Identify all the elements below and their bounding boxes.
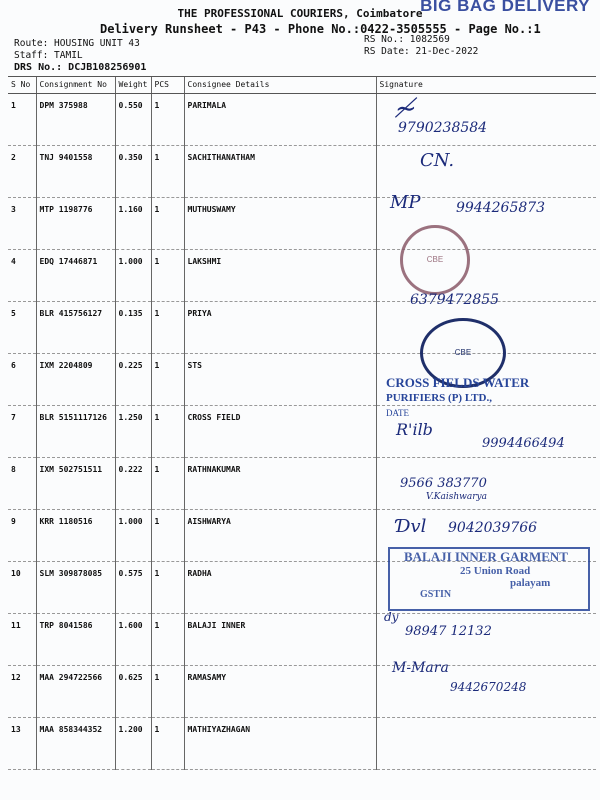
cell-consignment: SLM 309878085: [36, 562, 115, 614]
cell-consignee: LAKSHMI: [184, 250, 376, 302]
cell-consignee: PRIYA: [184, 302, 376, 354]
signature-scribble-10: Ɗvl: [396, 516, 427, 537]
handwritten-name-9: V.Kaishwarya: [426, 492, 487, 502]
cell-consignment: IXM 2204809: [36, 354, 115, 406]
seal-stamp-1: CBE: [400, 225, 470, 295]
table-row: [8, 458, 596, 510]
col-header-sno: S No: [8, 77, 36, 94]
cell-pcs: 1: [151, 250, 184, 302]
cell-signature: [376, 718, 596, 770]
runsheet-subtitle: Delivery Runsheet - P43 - Phone No.:0422-3505555 - Page No.:1: [100, 22, 541, 36]
cell-weight: 0.225: [115, 354, 151, 406]
cell-signature: [376, 146, 596, 198]
cell-consignment: TNJ 9401558: [36, 146, 115, 198]
handwritten-phone-10: 9042039766: [448, 520, 538, 536]
cell-weight: 1.250: [115, 406, 151, 458]
signature-scribble-12: dy: [384, 610, 399, 624]
cell-sno: 13: [8, 718, 36, 770]
cell-weight: 0.550: [115, 94, 151, 146]
cell-weight: 1.160: [115, 198, 151, 250]
cell-consignee: CROSS FIELD: [184, 406, 376, 458]
cell-weight: 1.000: [115, 510, 151, 562]
cell-sno: 12: [8, 666, 36, 718]
cell-sno: 11: [8, 614, 36, 666]
stamp-line-1: CROSS FIELDS WATER: [386, 375, 530, 390]
cell-consignee: MUTHUSWAMY: [184, 198, 376, 250]
cell-pcs: 1: [151, 354, 184, 406]
cell-pcs: 1: [151, 614, 184, 666]
cell-weight: 0.575: [115, 562, 151, 614]
cell-sno: 5: [8, 302, 36, 354]
cell-consignee: MATHIYAZHAGAN: [184, 718, 376, 770]
cell-pcs: 1: [151, 198, 184, 250]
cell-sno: 10: [8, 562, 36, 614]
cell-consignee: PARIMALA: [184, 94, 376, 146]
cell-consignment: BLR 415756127: [36, 302, 115, 354]
cell-sno: 2: [8, 146, 36, 198]
cell-pcs: 1: [151, 510, 184, 562]
table-row: [8, 250, 596, 302]
handwritten-phone-8: 9994466494: [482, 436, 565, 451]
cell-consignee: AISHWARYA: [184, 510, 376, 562]
garment-stamp-line-1: BALAJI INNER GARMENT: [404, 549, 568, 564]
col-header-signature: Signature: [376, 77, 596, 94]
cell-sno: 6: [8, 354, 36, 406]
big-bag-delivery-stamp: BIG BAG DELIVERY: [420, 0, 590, 15]
cell-sno: 9: [8, 510, 36, 562]
cell-consignee: RATHNAKUMAR: [184, 458, 376, 510]
cell-pcs: 1: [151, 146, 184, 198]
rs-number: RS No.: 1082569: [364, 34, 450, 45]
staff-label: Staff: TAMIL: [14, 50, 83, 61]
table-row: [8, 146, 596, 198]
table-header-row: [8, 77, 596, 94]
cell-sno: 7: [8, 406, 36, 458]
cell-consignee: RADHA: [184, 562, 376, 614]
cell-consignee: BALAJI INNER: [184, 614, 376, 666]
cell-consignment: DPM 375988: [36, 94, 115, 146]
cell-sno: 8: [8, 458, 36, 510]
col-header-weight: Weight: [115, 77, 151, 94]
signature-scribble-1: ≁: [395, 94, 417, 124]
cell-pcs: 1: [151, 562, 184, 614]
table-row: [8, 94, 596, 146]
cell-sno: 1: [8, 94, 36, 146]
cell-sno: 3: [8, 198, 36, 250]
garment-stamp-gstin: GSTIN: [420, 589, 452, 600]
handwritten-sign-2: CN.: [420, 150, 455, 171]
garment-stamp-line-2: 25 Union Road: [460, 565, 531, 577]
handwritten-phone-13: 9442670248: [450, 680, 527, 694]
cell-consignment: MAA 294722566: [36, 666, 115, 718]
cell-consignment: MTP 1198776: [36, 198, 115, 250]
cell-weight: 0.625: [115, 666, 151, 718]
col-header-pcs: PCS: [151, 77, 184, 94]
cell-consignee: SACHITHANATHAM: [184, 146, 376, 198]
cell-weight: 1.000: [115, 250, 151, 302]
cell-sno: 4: [8, 250, 36, 302]
cell-weight: 0.222: [115, 458, 151, 510]
cell-consignee: STS: [184, 354, 376, 406]
col-header-consignee: Consignee Details: [184, 77, 376, 94]
cell-consignment: KRR 1180516: [36, 510, 115, 562]
cell-pcs: 1: [151, 666, 184, 718]
cell-weight: 0.135: [115, 302, 151, 354]
stamp-date-label: DATE: [386, 408, 409, 418]
garment-stamp-line-3: palayam: [510, 577, 551, 589]
table-row: [8, 718, 596, 770]
garment-stamp-box: [388, 547, 590, 611]
cell-consignment: IXM 502751511: [36, 458, 115, 510]
col-header-consignment: Consignment No: [36, 77, 115, 94]
cell-pcs: 1: [151, 458, 184, 510]
cell-weight: 0.350: [115, 146, 151, 198]
table-row: [8, 302, 596, 354]
cell-weight: 1.200: [115, 718, 151, 770]
stamp-line-2: PURIFIERS (P) LTD.,: [386, 392, 492, 404]
cell-consignment: TRP 8041586: [36, 614, 115, 666]
cell-pcs: 1: [151, 94, 184, 146]
drs-number: DRS No.: DCJB108256901: [14, 62, 147, 73]
handwritten-name-13: M-Mara: [392, 660, 449, 676]
rs-date: RS Date: 21-Dec-2022: [364, 46, 479, 57]
handwritten-phone-12: 98947 12132: [405, 624, 492, 639]
cell-pcs: 1: [151, 302, 184, 354]
handwritten-phone-5: 6379472855: [410, 292, 500, 308]
cell-pcs: 1: [151, 406, 184, 458]
company-title: THE PROFESSIONAL COURIERS, Coimbatore: [177, 7, 423, 20]
cell-consignment: MAA 858344352: [36, 718, 115, 770]
handwritten-phone-9: 9566 383770: [400, 476, 487, 491]
cell-signature: [376, 614, 596, 666]
handwritten-phone-3: 9944265873: [456, 200, 546, 216]
table-row: [8, 614, 596, 666]
signature-scribble-3: MP: [390, 192, 421, 213]
cell-pcs: 1: [151, 718, 184, 770]
cell-consignment: BLR 5151117126: [36, 406, 115, 458]
seal-stamp-2: CBE: [420, 318, 506, 388]
handwritten-phone-1: 9790238584: [398, 120, 488, 136]
signature-scribble-8: R'ilb: [396, 420, 433, 439]
cell-consignment: EDQ 17446871: [36, 250, 115, 302]
runsheet-table: [8, 76, 596, 770]
cell-consignee: RAMASAMY: [184, 666, 376, 718]
route-label: Route: HOUSING UNIT 43: [14, 38, 140, 49]
cell-weight: 1.600: [115, 614, 151, 666]
